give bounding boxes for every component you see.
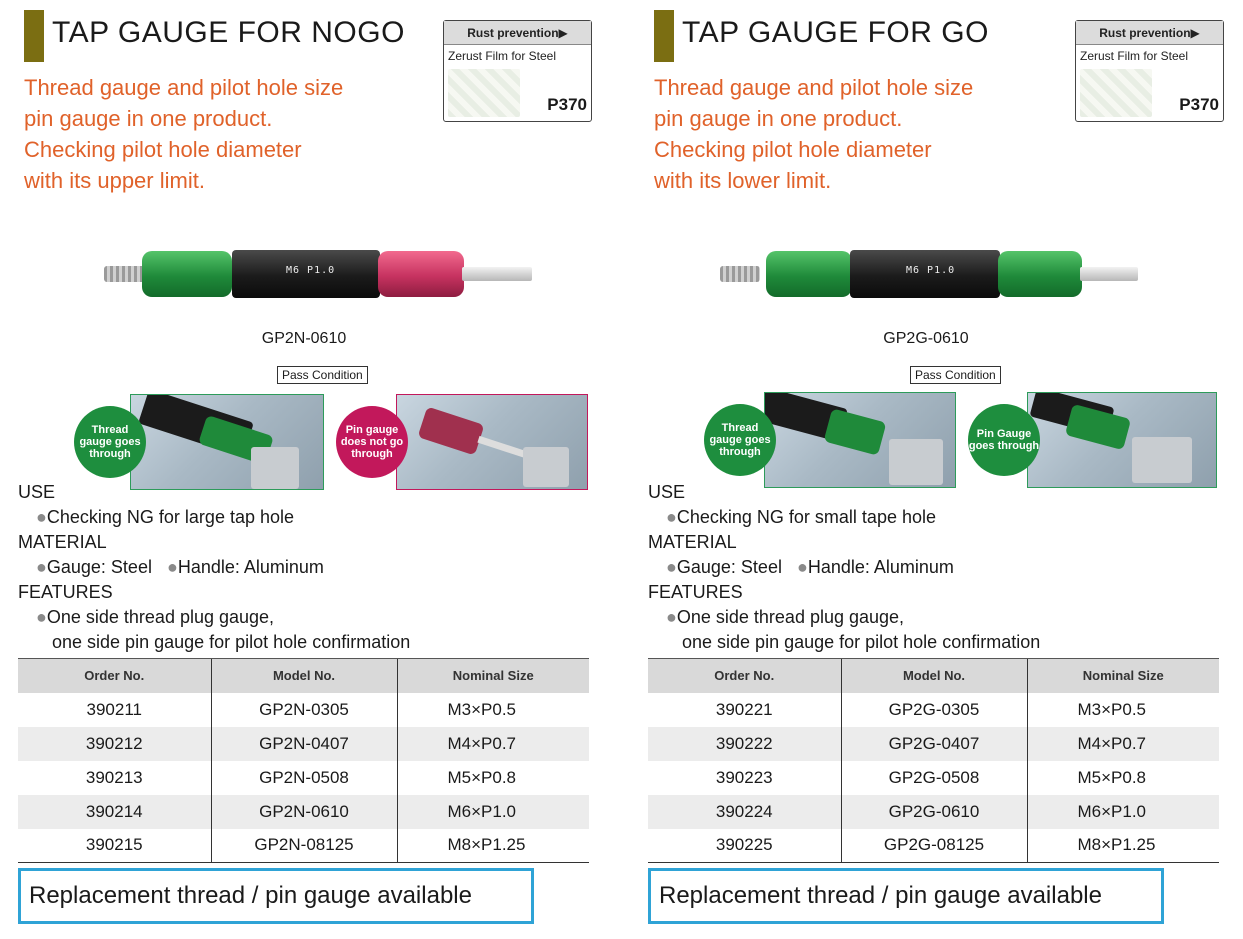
nominal-size: M3×P0.5 — [1027, 693, 1219, 727]
spec-list — [18, 480, 598, 655]
thread-tip — [104, 266, 146, 282]
material-handle-text: Handle: Aluminum — [177, 557, 324, 577]
use-item — [18, 505, 598, 530]
table-row — [18, 727, 589, 761]
feature-item-cont: one side pin gauge for pilot hole confirmation — [682, 632, 1041, 652]
table-row — [648, 693, 1219, 727]
nogo-section — [18, 0, 598, 939]
model-no: GP2N-0407 — [211, 727, 397, 761]
order-no: 390215 — [18, 829, 211, 863]
pin-gauge — [1080, 267, 1138, 281]
rust-prevention-heading: Rust prevention▶ — [1076, 21, 1223, 45]
feature-text: One side thread plug gauge, — [676, 607, 905, 627]
intro-line: Thread gauge and pilot hole size — [654, 75, 974, 100]
gauge-in-photo — [824, 408, 887, 455]
pin-gauge-photo — [396, 394, 588, 490]
green-handle — [142, 251, 232, 297]
nominal-size: M8×P1.25 — [1027, 829, 1219, 863]
table-row — [18, 761, 589, 795]
feature-item — [18, 605, 598, 630]
intro-line: Checking pilot hole diameter — [654, 137, 932, 162]
material-handle-text: Handle: Aluminum — [807, 557, 954, 577]
tap-gauge-image — [104, 244, 534, 304]
intro-text — [654, 72, 1054, 196]
features-heading: FEATURES — [18, 582, 113, 602]
model-no: GP2G-0407 — [841, 727, 1027, 761]
order-no: 390222 — [648, 727, 841, 761]
rust-film-label: Zerust Film for Steel — [1080, 49, 1189, 63]
table-row — [648, 795, 1219, 829]
replacement-notice: Replacement thread / pin gauge available — [648, 868, 1164, 924]
model-no: GP2G-0610 — [841, 795, 1027, 829]
replacement-notice: Replacement thread / pin gauge available — [18, 868, 534, 924]
gauge-marking: M6 P1.0 — [286, 265, 336, 276]
nominal-size: M4×P0.7 — [397, 727, 589, 761]
order-table — [648, 658, 1219, 863]
material-gauge — [36, 557, 152, 577]
feature-text: One side thread plug gauge, — [46, 607, 275, 627]
nominal-size: M5×P0.8 — [397, 761, 589, 795]
gauge-marking: M6 P1.0 — [906, 265, 956, 276]
material-gauge-text: Gauge: Steel — [46, 557, 152, 577]
material-items — [648, 555, 1228, 580]
order-no: 390214 — [18, 795, 211, 829]
thread-gauge-badge: Thread gauge goes through — [704, 404, 776, 476]
order-no: 390213 — [85, 767, 143, 787]
table-row — [648, 727, 1219, 761]
pin-gauge-photo — [1027, 392, 1217, 488]
material-items — [18, 555, 598, 580]
use-text: Checking NG for large tap hole — [46, 507, 295, 527]
use-item — [648, 505, 1228, 530]
feature-item-cont: one side pin gauge for pilot hole confirmation — [52, 632, 411, 652]
order-no: 390225 — [648, 829, 841, 863]
thread-gauge-photo — [130, 394, 324, 490]
model-caption: GP2N-0610 — [261, 330, 347, 347]
material-handle — [797, 557, 954, 577]
features-heading: FEATURES — [648, 582, 743, 602]
model-caption: GP2G-0610 — [883, 330, 969, 347]
table-row — [648, 761, 1219, 795]
zerust-film-image — [1080, 69, 1152, 117]
nominal-size: M3×P0.5 — [397, 693, 589, 727]
order-no: 390212 — [18, 727, 211, 761]
model-no: GP2G-0508 — [841, 761, 1027, 795]
green-handle — [766, 251, 852, 297]
green-handle — [998, 251, 1082, 297]
feature-item — [648, 605, 1228, 630]
pass-condition-label: Pass Condition — [910, 366, 1001, 384]
order-no: 390224 — [648, 795, 841, 829]
col-order-no: Order No. — [18, 659, 211, 693]
material-heading: MATERIAL — [648, 532, 737, 552]
pin-gauge-badge: Pin Gauge goes through — [968, 404, 1040, 476]
table-row — [648, 829, 1219, 863]
nominal-size: M6×P1.0 — [1027, 795, 1219, 829]
material-handle — [167, 557, 324, 577]
model-no: GP2N-08125 — [211, 829, 397, 863]
table-row — [18, 693, 589, 727]
intro-line: with its lower limit. — [654, 168, 832, 193]
model-no: GP2N-0610 — [211, 795, 397, 829]
zerust-film-image — [448, 69, 520, 117]
gauge-in-photo — [418, 407, 485, 456]
col-model-no: Model No. — [211, 659, 397, 693]
use-heading: USE — [18, 482, 56, 502]
thread-gauge-badge: Thread gauge goes through — [74, 406, 146, 478]
nominal-size: M8×P1.25 — [397, 829, 589, 863]
rust-prevention-link[interactable] — [443, 20, 592, 122]
use-heading: USE — [648, 482, 686, 502]
intro-line: pin gauge in one product. — [654, 106, 903, 131]
col-nominal-size: Nominal Size — [1027, 659, 1219, 693]
table-header-row — [18, 659, 589, 693]
page-reference: P370 — [547, 95, 587, 114]
table-row — [18, 795, 589, 829]
order-table — [18, 658, 589, 863]
order-no: 390221 — [715, 699, 773, 719]
intro-line: pin gauge in one product. — [24, 106, 273, 131]
order-no: 390223 — [715, 767, 773, 787]
model-no: GP2G-0305 — [841, 693, 1027, 727]
go-section — [648, 0, 1228, 939]
rust-film-label: Zerust Film for Steel — [448, 49, 557, 63]
page-reference: P370 — [1179, 95, 1219, 114]
nominal-size: M6×P1.0 — [397, 795, 589, 829]
intro-line: with its upper limit. — [24, 168, 205, 193]
use-text: Checking NG for small tape hole — [676, 507, 936, 527]
col-order-no: Order No. — [648, 659, 841, 693]
order-no: 390211 — [86, 699, 142, 719]
pin-gauge-badge: Pin gauge does not go through — [336, 406, 408, 478]
material-heading: MATERIAL — [18, 532, 107, 552]
workpiece-in-photo — [1132, 437, 1192, 483]
section-title: TAP GAUGE FOR NOGO — [52, 16, 405, 49]
col-model-no: Model No. — [841, 659, 1027, 693]
thread-gauge-photo — [764, 392, 956, 488]
pin-gauge — [462, 267, 532, 281]
rust-prevention-heading: Rust prevention▶ — [444, 21, 591, 45]
model-no: GP2G-08125 — [841, 829, 1027, 863]
rust-prevention-link[interactable] — [1075, 20, 1224, 122]
intro-line: Checking pilot hole diameter — [24, 137, 302, 162]
workpiece-in-photo — [889, 439, 943, 485]
spec-list — [648, 480, 1228, 655]
material-gauge-text: Gauge: Steel — [676, 557, 782, 577]
section-title: TAP GAUGE FOR GO — [682, 16, 989, 49]
nominal-size: M5×P0.8 — [1027, 761, 1219, 795]
thread-tip — [720, 266, 760, 282]
intro-line: Thread gauge and pilot hole size — [24, 75, 344, 100]
tap-gauge-image — [720, 244, 1140, 304]
material-gauge — [666, 557, 782, 577]
col-nominal-size: Nominal Size — [397, 659, 589, 693]
title-accent-bar — [654, 10, 674, 62]
pass-condition-label: Pass Condition — [277, 366, 368, 384]
model-no: GP2N-0305 — [211, 693, 397, 727]
model-no: GP2N-0508 — [211, 761, 397, 795]
pink-handle — [378, 251, 464, 297]
title-accent-bar — [24, 10, 44, 62]
table-header-row — [648, 659, 1219, 693]
nominal-size: M4×P0.7 — [1027, 727, 1219, 761]
gauge-in-photo — [1065, 404, 1131, 450]
intro-text — [24, 72, 424, 196]
table-row — [18, 829, 589, 863]
